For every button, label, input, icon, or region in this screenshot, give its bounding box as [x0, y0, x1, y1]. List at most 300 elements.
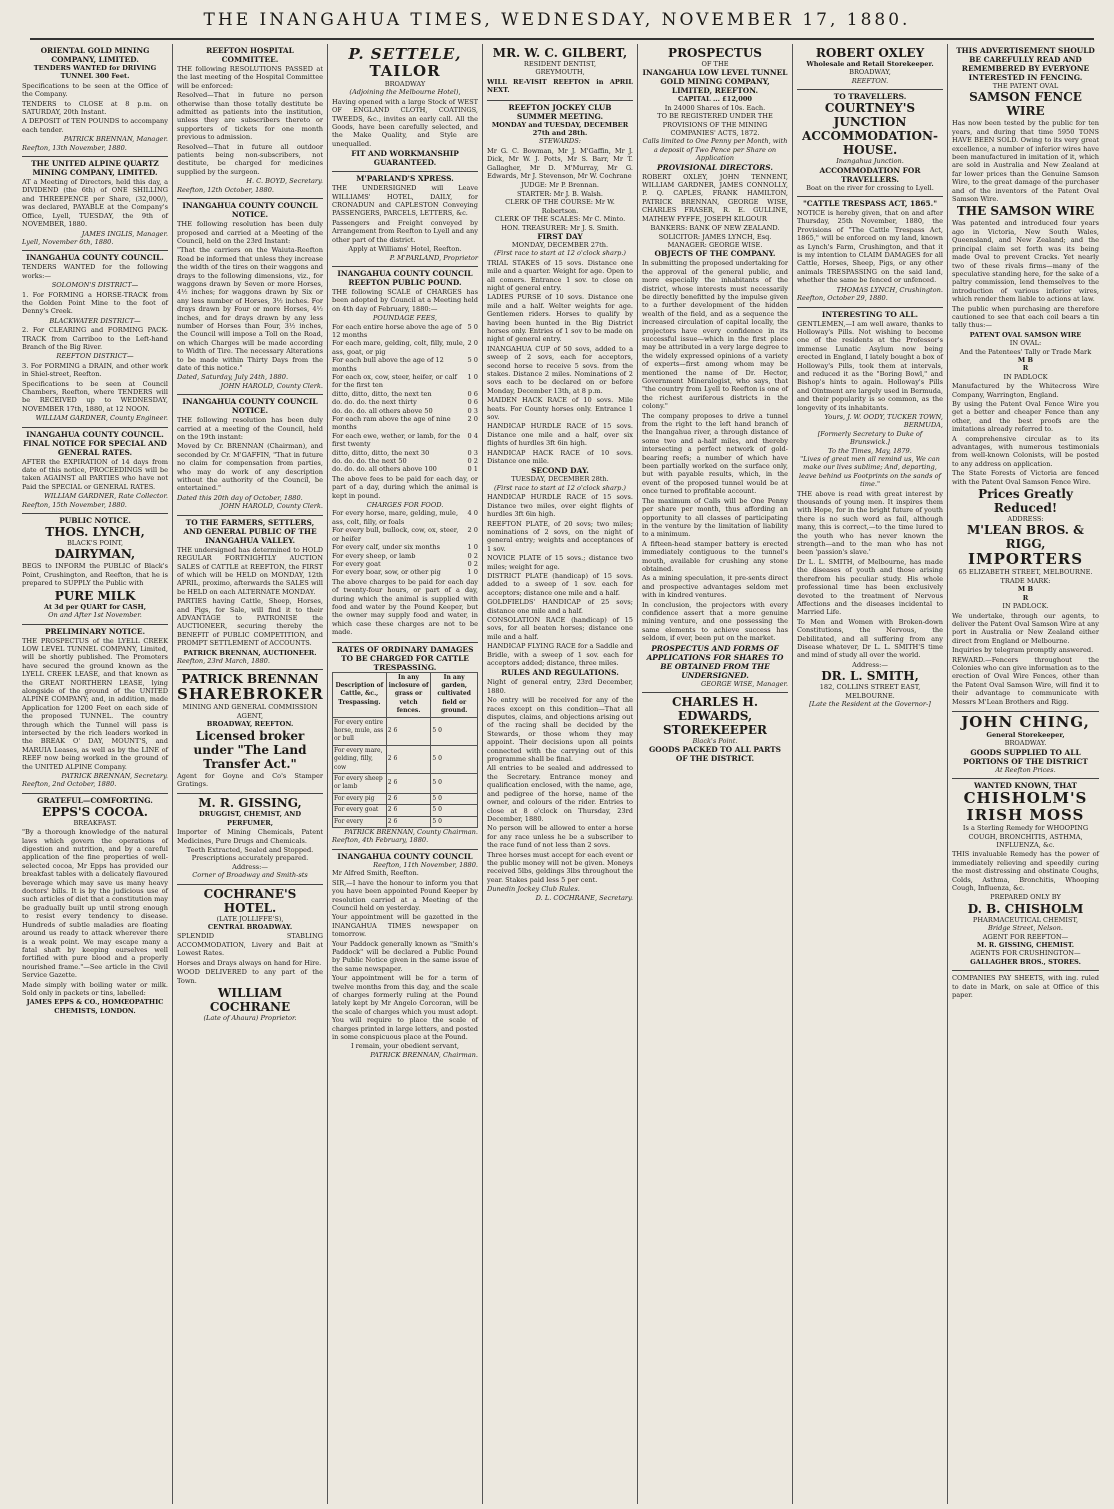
ad-text: (Late of Ahaura) Proprietor.: [203, 1013, 297, 1022]
fee-label: For each ox, cow, steer, heifer, or calf for the first ten: [332, 372, 457, 390]
table-row: [333, 793, 478, 804]
fee-row: [332, 407, 478, 415]
ad-heading: THE UNITED ALPINE QUARTZ MINING COMPANY, LIMITED.: [31, 159, 159, 178]
ad-text: Yours, J. W. OODY, TUCKER TOWN, BERMUDA,: [824, 412, 943, 430]
ad-text: As a mining speculation, it pre-sents direct and prospective advantages seldom met with in kindred ventures.: [642, 574, 788, 600]
ad-name: MR. W. C. GILBERT,: [492, 46, 628, 60]
fee-label: do. do. do. all others above 50: [332, 406, 433, 415]
ad-text: OF THE: [701, 60, 729, 68]
ad-text: The State Forests of Victoria are fenced with the Patent Oval Samson Fence Wire.: [952, 469, 1099, 486]
ad-council-notice-compensation: [177, 395, 323, 515]
masthead: [0, 10, 1114, 40]
fee-row: [332, 373, 478, 390]
ad-text: Address:—: [852, 660, 888, 669]
ad-heading: TO TRAVELLERS.: [833, 92, 907, 102]
ad-heading: INANGAHUA COUNTY COUNCIL: [337, 268, 473, 278]
ad-heading: RATES OF ORDINARY DAMAGES TO BE CHARGED FOR CATTLE TRESPASSING.: [336, 644, 474, 672]
ad-text: ROBERT OXLEY, JOHN TENNENT, WILLIAM GARDNER, JAMES CONNOLLY, P. Q. CAPLES, FRANK HAMILTON, PATRICK BRENNAN, GEORGE WISE, CHARLES FRASER, R. E. GULLINE, MATHEW FYFFE, JOSEPH KILGOUR: [642, 172, 788, 223]
ad-name: P. SETTELE,: [348, 45, 462, 63]
ad-text: THE following resolution has been duly proposed and carried at a Meeting of the Council, held on the 23rd Instant:: [177, 220, 323, 245]
table-cell: 5 0: [431, 745, 478, 773]
ad-text: IN PADLOCK: [1003, 372, 1048, 381]
fee-label: For each ram above the age of nine months: [332, 415, 451, 432]
ad-text: Horses and Drays always on hand for Hire.: [177, 958, 322, 967]
ad-subheading: NOTICE.: [231, 210, 269, 220]
ad-text: CENTRAL BROADWAY.: [207, 923, 293, 932]
ad-name: M'LEAN BROS. & RIGG,: [967, 523, 1084, 552]
race-entry: TRIAL STAKES of 15 sovs. Distance one mile and a quarter. Weight for age. Open to all comers. Entrance 1 sov. to close on night of general entry.: [487, 258, 633, 292]
ad-text: The company proposes to drive a tunnel from the right to the left hand branch of the Inangahua river, a through distance of some two and a-half miles, and thereby intersecting a perfect network of gold-bearing reefs; a number of which have been partially worked on the surface only, but with payable results, which, in the event of the proposed tunnel would be at once turned to profitable account.: [642, 411, 788, 496]
trade-mark: M B: [1017, 355, 1034, 364]
ad-public-pound: [332, 267, 478, 643]
ad-price: At 3d per QUART for CASH,: [43, 602, 147, 611]
ad-subheading: (LATE JOLLIFFE'S),: [216, 914, 284, 923]
ad-text: A fifteen-head stamper battery is erected immediately contiguous to the tunnel's mouth, available for crushing any stone obtained.: [642, 539, 788, 573]
ad-text: AGENTS FOR CRUSHINGTON—: [970, 949, 1081, 958]
ad-text: Resolved—That in future all outdoor patients being non-subscribers, not destitute, be charged for medicines supplied by the surgeon.: [177, 142, 323, 176]
ad-subheading: RULES AND REGULATIONS.: [501, 668, 619, 678]
fee-label: do. do. do. all others above 100: [332, 465, 437, 474]
ad-address: Corner of Broadway and Smith-sts: [192, 871, 308, 880]
ad-text: Teeth Extracted, Sealed and Stopped.: [186, 846, 314, 855]
ad-subheading: BROADWAY.: [1004, 739, 1047, 748]
ad-signature: D. B. CHISHOLM: [967, 901, 1084, 916]
fee-amount: 2 0: [467, 526, 478, 535]
race-entry: HANDICAP HURDLE RACE of 15 sovs. Distance one mile and a half, over six flights of hurdles 3ft 6in high.: [487, 422, 633, 448]
ad-text: A comprehensive circular as to its advantages, with numerous testimonials from well-known Colonists, will be posted to any address on application.: [952, 434, 1099, 468]
ad-trade: TAILOR: [369, 62, 441, 80]
ad-text: PARTIES having Cattle, Sheep, Horses, and Pigs, for Sale, will find it to their ADVANTAGE to PATRONISE the AUCTIONEER, securing thereby the BENEFIT of PUBLIC COMPETITION, and PROMPT SETTLEMENT of ACCOUNTS.: [177, 597, 323, 648]
table-cell: 5 0: [431, 774, 478, 794]
table-cell: 2 6: [386, 717, 431, 745]
race-entry: INANGAHUA CUP of 50 sovs, added to a sweep of 2 sovs, each for acceptors, second horse to receive 5 sovs. from the stakes. Distance 2 miles. Nominations of 2 sovs each to be declared on or before Monday, December 13th, at 8 p.m.: [487, 344, 633, 395]
ad-text: THIS invaluable Remedy has the power of immediately relieving and speedily curing the most distressing and obstinate Coughs, Colds, Asthma, Bronchitis, Whooping Cough, Influenza, &c.: [952, 850, 1099, 893]
ad-text: In 24000 Shares of 10s. Each.: [664, 103, 766, 112]
ad-text: ADDRESS:: [1007, 515, 1044, 524]
ad-text: IN PADLOCK.: [1002, 602, 1049, 611]
ad-text: TRADE MARK:: [1000, 576, 1051, 585]
ad-text: THE UNDERSIGNED will Leave WILLIAMS' HOTEL, DAILY, for CRONADUN and CAPLESTON Conveying PASSENGERS, PARCELS, LETTERS, &c.: [332, 184, 478, 218]
ad-text: Having opened with a large Stock of WEST OF ENGLAND CLOTH, COATINGS, TWEEDS, &c., invites an early call. All the Goods, have been carefully selected, and the Make Quality, and Style are unequalled.: [332, 97, 478, 148]
ad-text: THE following resolution has been duly carried at a meeting of the Council, held on the 19th instant:: [177, 416, 323, 442]
ad-highlight: PURE MILK: [54, 588, 136, 603]
ad-subheading: THE PATENT OVAL: [992, 82, 1059, 90]
table-header-row: [333, 672, 478, 717]
table-row: [333, 745, 478, 773]
ad-text: Prescriptions accurately prepared.: [191, 854, 309, 863]
ad-trade: DRUGGIST, CHEMIST, AND PERFUMER,: [198, 810, 302, 827]
column-6: [793, 44, 948, 1504]
ad-text: In conclusion, the projectors with every confidence assert that a more genuine mining venture, and one possessing the same elements to achieve success has seldom, if ever, been put on the market.: [642, 600, 788, 643]
ad-brennan-sharebroker: [177, 670, 323, 794]
ad-heading: GRATEFUL—COMFORTING.: [37, 795, 153, 805]
ad-text: THE undersigned has determined to HOLD REGULAR FORTNIGHTLY AUCTION SALES of CATTLE at REEFTON, the FIRST of which will be HELD on MONDAY, 12th APRIL, proximo, afterwards the SALES will be HELD on each ALTERNATE MONDAY.: [177, 545, 323, 596]
fee-label: do. do. do. the next 50: [332, 457, 407, 466]
ad-text: STARTER: Mr J. B. Walsh.: [517, 189, 603, 198]
trade-mark: M B: [1017, 585, 1034, 594]
ad-highlight: Prices Greatly Reduced!: [978, 487, 1073, 516]
fee-amount: 2 0: [467, 415, 478, 423]
ad-heading: M'PARLAND'S XPRESS.: [356, 174, 454, 184]
ad-name: CHISHOLM'S IRISH MOSS: [963, 789, 1088, 825]
table-cell: For every pig: [333, 793, 387, 804]
trade-mark: R: [1022, 593, 1029, 602]
table-row: [333, 805, 478, 816]
race-entry: CONSOLATION RACE (handicap) of 15 sovs, for all beaten horses; distance one mile and a half.: [487, 615, 633, 641]
ad-john-ching: [952, 712, 1099, 779]
ad-text: THE PROSPECTUS of the LYELL CREEK LOW LEVEL TUNNEL COMPANY, Limited, will be shortly published. The Promoters have secured the ground known as the LYELL CREEK LEASE, and that known as the GREAT NORTHERN LEASE, lying alongside of the ground of the UNITED ALPINE COMPANY; and, in addition, made Application for 1200 Feet on each side of the proposed TUNNEL. The country through which the Tunnel will pass is intersected by the rich leaders worked in the BREAK O' DAY, MOUNT'S, and MARUIA Leases, as well as by the LINE of REEF now being worked in the ground of the UNITED ALPINE Company.: [22, 636, 168, 771]
ad-date: Reefton, 11th November, 1880.: [373, 860, 478, 869]
ad-text: Your Paddock generally known as "Smith's Paddock" will be declared a Public Pound by Public Notice given in the same issue of the same newspaper.: [332, 939, 478, 973]
table-cell: For every goat: [333, 805, 387, 816]
ad-subheading: REEFTON PUBLIC POUND.: [348, 277, 462, 287]
ad-text: "That the carriers on the Waiuta-Reefton Road be informed that unless they increase the width of the tires on their waggons and drays to the following dimensions, viz., for waggons drawn by Seven or more Horses, 4½ inches; for waggons drawn by Six or any less number of Horses, 3½ inches. For drays drawn by Four or more Horses, 4½ inches, and for drays drawn by any less number of Horses than Four, 3½ inches, the Council will impose a Toll on the Road, on which Charges will be made according to Width of Tire. The necessary Alterations to be made within Thirty Days from the date of this notice.": [177, 246, 323, 372]
fee-row: [332, 356, 478, 373]
ad-text: Is a Sterling Remedy for WHOOPING COUGH, BRONCHITIS, ASTHMA, INFLUENZA, &c.: [962, 824, 1089, 849]
fee-row: [332, 339, 478, 356]
damages-table: [332, 672, 478, 829]
table-cell: 5 0: [431, 793, 478, 804]
ad-signature: PATRICK BRENNAN, Chairman.: [370, 1050, 478, 1059]
table-cell: For every entire horse, mule, ass or bull: [333, 717, 387, 745]
columns: [18, 44, 1108, 1504]
ad-text: AT a Meeting of Directors, held this day, a DIVIDEND (the 6th) of ONE SHILLING and THREEPENCE per Share, (32,000/), was declared, PAYABLE at the Company's Office, Lyell, TUESDAY, the 9th of NOVEMBER, 1880.: [22, 178, 168, 229]
ad-subheading: Black's Point.: [692, 737, 738, 745]
table-row: [333, 774, 478, 794]
ad-text: All entries to be sealed and addressed to the Secretary. Entrance money and qualification enclosed, with the name, age, and pedigree of the horse, name of the owner, and colours of the rider. Entries to close at 8 o'clock on Thursday, 23rd December, 1880.: [487, 764, 633, 823]
ad-text: SOLICITOR: JAMES LYNCH, Esq.: [658, 232, 772, 241]
ad-text: 1. For FORMING a HORSE-TRACK from the Golden Point Mine to the foot of Denny's Creek.: [22, 290, 168, 316]
ad-text: Moved by Cr. BRENNAN (Chairman), and seconded by Cr. M'GAFFIN, "That in future no claim for compensation from parties, who may do work of any description without the authority of the Council, be entertained.": [177, 442, 323, 493]
ad-edwards-storekeeper: [642, 693, 788, 767]
race-entry: HANDICAP FLYING RACE for a Saddle and Bridle, with a sweep of 1 sov. each for acceptors added; distance, three miles.: [487, 642, 633, 667]
ad-text: SPLENDID STABLING ACCOMMODATION, Livery and Bait at Lowest Rates.: [177, 932, 323, 958]
table-cell: 2 6: [386, 805, 431, 816]
table-cell: 5 0: [431, 717, 478, 745]
race-entry: HANDICAP HACK RACE of 10 sovs. Distance one mile.: [487, 448, 633, 466]
ad-subheading: PROSPECTUS AND FORMS OF APPLICATIONS FOR SHARES TO BE OBTAINED FROM THE UNDERSIGNED.: [646, 643, 784, 680]
ad-text: The above fees to be paid for each day, or part of a day, during which the animal is kept in pound.: [332, 474, 478, 500]
ad-date: Reefton, 12th October, 1880.: [177, 185, 274, 194]
table-cell: For every sheep or lamb: [333, 774, 387, 794]
ad-text: GREYMOUTH,: [535, 68, 585, 77]
ad-text: In submitting the proposed undertaking for the approval of the general public, and more especially the inhabitants of the district, whose interests must necessarily be directly benefitted by the impulse given to a further development of the hidden wealth of the field, and as a sequence the increased circulation of capital locally, the projectors have every confidence in its successful issue—which in the first place may be attributed in a very large degree to the widely expressed opinions of a variety of experts—first among whom may be mentioned the name of Dr. Hector, Government Mineralogist, who says, that "the country from Lyell to Reefton is one of the richest auriferous districts in the colony.": [642, 259, 788, 411]
ad-text: THIS ADVERTISEMENT SHOULD BE CAREFULLY READ AND REMEMBERED BY EVERYONE INTERESTED IN FENCING.: [956, 46, 1095, 82]
ad-council-notice-tires: [177, 199, 323, 395]
ad-subheading: SECOND DAY.: [531, 466, 589, 476]
table-cell: 2 6: [386, 816, 431, 827]
ad-text: (First race to start at 12 o'clock sharp.): [494, 483, 626, 492]
ad-text: [Late the Resident at the Governor-]: [809, 699, 931, 708]
ad-text: GENTLEMEN,—I am well aware, thanks to Holloway's Pills. Not wishing to become one of the residents at the Professor's immense Lunatic Asylum now being erected in England, I lately bought a box of Holloway's Pills, took them at intervals, and reduced it as the "Boring Bowl," and Bishop's hints to again. Holloway's Pills and Ointment are largely used in Bermuda, and their popularity is so common, as the longevity of its inhabitants.: [797, 319, 943, 412]
ad-text: The public when purchasing are therefore cautioned to see that each coil bears a tin tally thus:—: [952, 304, 1099, 330]
ad-name: THOS. LYNCH,: [45, 525, 145, 540]
fee-amount: 0 6: [467, 389, 478, 398]
ad-low-level-tunnel-prospectus: [642, 44, 788, 693]
fee-amount: 0 1: [467, 465, 478, 474]
ad-date: MONDAY, DECEMBER 27th.: [511, 240, 609, 249]
ad-date: Reefton, 4th February, 1880.: [332, 836, 429, 845]
ad-text: HON. TREASURER: Mr J. S. Smith.: [501, 223, 619, 232]
ad-subheading: RESIDENT DENTIST,: [523, 60, 597, 68]
fee-amount: 0 2: [467, 559, 478, 568]
ad-text: BEGS to INFORM the PUBLIC of Black's Point, Crushington, and Reefton, that he is prepared to SUPPLY the Public with: [22, 562, 168, 588]
ad-text: M. R. GISSING, CHEMIST.: [976, 941, 1075, 950]
fee-label: For every sheep, or lamb: [332, 551, 416, 560]
ad-text: GOODS PACKED TO ALL PARTS OF THE DISTRICT.: [649, 745, 781, 764]
ad-subheading: BREAKFAST.: [73, 818, 117, 827]
ad-text: REEFTON.: [851, 76, 889, 85]
ad-subheading: STEWARDS:: [539, 137, 581, 146]
poundage-fees-list: [332, 323, 478, 474]
ad-subheading: FINAL NOTICE FOR SPECIAL AND GENERAL RATES.: [23, 438, 167, 457]
race-entry: GOLDFIELDS' HANDICAP of 25 sovs; distance one mile and a half.: [487, 598, 633, 615]
ad-interesting-to-all: [797, 308, 943, 713]
fee-label: For each mare, gelding, colt, filly, mule, ass, goat, or pig: [332, 339, 465, 356]
ad-heading: ORIENTAL GOLD MINING COMPANY, LIMITED.: [40, 46, 150, 64]
fee-amount: 2 0: [467, 339, 478, 348]
ad-address: 65 ELIZABETH STREET, MELBOURNE.: [958, 568, 1093, 577]
race-entry: LADIES PURSE of 10 sovs. Distance one mile and a half. Welter weights for age. Gentlemen riders. Horses to qualify by having been hunted in the Big District horses only. Entries of 1 sov to be made on night of general entry.: [487, 293, 633, 344]
ad-text: To the Times, May, 1879.: [828, 446, 912, 455]
fee-row: [332, 465, 478, 473]
ad-cochranes-hotel: [177, 885, 323, 1027]
ad-pound-keeper-letter: [332, 850, 478, 1063]
ad-signature: PATRICK BRENNAN, County Chairman.: [344, 828, 478, 837]
ad-trade: DAIRYMAN,: [54, 547, 136, 562]
ad-heading: INANGAHUA COUNTY COUNCIL.: [26, 253, 164, 263]
ad-text: Mr G. C. Bowman, Mr J. M'Gaffin, Mr J. Dick, Mr W. J. Potts, Mr S. Barr, Mr T. Gallagher, Mr D. M'Murray, Mr G. Edwards, Mr J. Stevenson, Mr W. Cochrane: [487, 146, 633, 181]
ad-date: Reefton, 15th November, 1880.: [22, 500, 127, 509]
ad-subheading: CHARGES FOR FOOD.: [366, 501, 444, 510]
ad-date: TUESDAY, DECEMBER 28th.: [511, 475, 609, 484]
ad-mparland-express: [332, 172, 478, 267]
ad-samson-wire: [952, 44, 1099, 712]
ad-signature: JAMES INGLIS, Manager.: [81, 229, 168, 238]
ad-heading: REEFTON HOSPITAL COMMITTEE.: [206, 46, 294, 64]
ad-gilbert-dentist: [487, 44, 633, 101]
ad-text: Dr L. L. SMITH, of Melbourne, has made the diseases of youth and those arising therefrom his peculiar study. His whole professional time has been exclusively devoted to the treatment of Nervous Affections and the diseases incidental to Married Life.: [797, 557, 943, 617]
fee-amount: 0 4: [467, 431, 478, 440]
ad-text: Night of general entry, 23rd December, 1880.: [487, 678, 633, 695]
ad-capital: CAPITAL ... £12,000: [677, 95, 752, 104]
ad-heading: INANGAHUA COUNTY COUNCIL: [337, 851, 473, 861]
table-row: [333, 717, 478, 745]
ad-date: Lyell, November 6th, 1880.: [22, 237, 114, 246]
ad-name: JOHN CHING,: [961, 712, 1090, 731]
fee-amount: 1 0: [467, 372, 478, 381]
ad-text: SIR,—I have the honour to inform you that you have been appointed Pound Keeper by resolution carried at a Meeting of the Council held on yesterday.: [332, 878, 478, 912]
race-entry: DISTRICT PLATE (handicap) of 15 sovs. added to a sweep of 1 sov. each for acceptors; distance one mile and a half.: [487, 571, 633, 597]
ad-text: PATENT OVAL SAMSON WIRE: [969, 330, 1082, 339]
ad-date: Reefton, 13th November, 1880.: [22, 143, 127, 152]
ad-text: A DEPOSIT of TEN POUNDS to accompany each tender.: [22, 117, 168, 134]
ad-signature: PATRICK BRENNAN, AUCTIONEER.: [183, 648, 317, 657]
ad-text: Bridge Street, Nelson.: [988, 924, 1063, 933]
ad-text: JUDGE: Mr P. Brennan.: [521, 181, 599, 190]
ad-text: WOOD DELIVERED to any part of the Town.: [177, 968, 323, 985]
ad-text: And the Patentees' Tally or Trade Mark: [959, 347, 1092, 356]
ad-jockey-club: [487, 101, 633, 906]
ad-text: PREPARED ONLY BY: [990, 893, 1061, 902]
fee-row: [332, 552, 478, 560]
ad-text: Calls limited to One Penny per Month, with a deposit of Two Pence per Share on Application: [642, 137, 788, 163]
ad-subheading: REEFTON DISTRICT—: [56, 352, 134, 361]
table-cell: 5 0: [431, 816, 478, 827]
ad-text: (First race to start at 12 o'clock sharp.): [494, 249, 626, 258]
ad-signature: WILLIAM GARDNER, County Engineer.: [35, 414, 168, 423]
table-header: Description of Cattle, &c., Trespassing.: [333, 672, 387, 717]
ad-heading: INANGAHUA COUNTY COUNCIL.: [26, 429, 164, 439]
ad-heading: PRELIMINARY NOTICE.: [44, 626, 146, 636]
fee-label: For every goat: [332, 559, 381, 568]
ad-final-notice-rates: [22, 428, 168, 514]
ad-text: THE above is read with great interest by thousands of young men. It inspires them with Hope, for in the bright future of youth there is no such word as fail, although many, this is correct,—to the time lured to the youth who has never known the strength—and to the man who has not been 'passion's slave.': [797, 489, 943, 557]
ad-subheading: BROADWAY,: [849, 68, 891, 77]
ad-text: The maximum of Calls will be One Penny per share per month, thus affording an opportunity to all classes of participating in the venture by the limitation of liability to a minimum.: [642, 496, 788, 539]
fee-label: For each entire horse above the age of 12 months: [332, 322, 462, 339]
ad-heading: PROSPECTUS: [668, 46, 762, 60]
fee-amount: 1 0: [467, 543, 478, 552]
ad-signature: PATRICK BRENNAN, Manager.: [63, 135, 168, 144]
ad-subheading: OBJECTS OF THE COMPANY.: [654, 249, 776, 259]
ad-date: Dated, Saturday, July 24th, 1880.: [177, 373, 289, 382]
ad-date: Dated this 20th day of October, 1880.: [177, 493, 303, 502]
ad-lyell-prospectus-notice: [22, 625, 168, 794]
ad-heading: INANGAHUA COUNTY COUNCIL: [182, 201, 318, 211]
fee-amount: 5 0: [467, 322, 478, 331]
ad-heading: TO THE FARMERS, SETTLERS, AND GENERAL PUBLIC OF THE INANGAHUA VALLEY.: [183, 517, 317, 545]
ad-text: THE following RESOLUTIONS PASSED at the last meeting of the Hospital Committee will be enforced:: [177, 65, 323, 90]
ad-name: SAMSON FENCE WIRE: [969, 90, 1082, 119]
ad-signature: THOMAS LYNCH, Crushington.: [836, 285, 943, 294]
ad-highlight: FIT AND WORKMANSHIP GUARANTEED.: [351, 149, 459, 168]
ad-text: Resolved—That in future no person otherwise than those totally destitute be admitted as patients into the institution, unless they are subscribers thereto or supporters of tickets for one month previous to admission.: [177, 91, 323, 142]
ad-heading: INTERESTING TO ALL.: [821, 309, 919, 319]
ad-text: Inangahua Junction.: [836, 157, 904, 166]
table-cell: 2 6: [386, 774, 431, 794]
ad-text: MINING AND GENERAL COMMISSION AGENT,: [182, 703, 318, 720]
ad-trade: STOREKEEPER: [662, 723, 768, 737]
ad-name: COURTNEY'S JUNCTION ACCOMMODATION-HOUSE.: [802, 101, 938, 158]
fee-row: [332, 568, 478, 576]
ad-trade: SHAREBROKER: [177, 685, 324, 704]
ad-text: Your appointment will be gazetted in the INANGAHUA TIMES newspaper on tomorrow.: [332, 913, 478, 939]
fee-amount: 0 3: [467, 448, 478, 457]
fee-row: [332, 449, 478, 457]
ad-text: Inquiries by telegram promptly answered.: [952, 646, 1094, 655]
column-5: [638, 44, 793, 1504]
ad-text: TENDERS WANTED for DRIVING TUNNEL 300 Feet.: [33, 64, 157, 81]
race-entry: HANDICAP HURDLE RACE of 15 sovs. Distance two miles, over eight flights of hurdles 3ft 6in high.: [487, 493, 633, 519]
ad-text: Address:—: [232, 862, 268, 871]
ad-text: Was patented and introduced four years ago in Victoria, New South Wales, Queensland, and New Zealand; and the principal claim set forth was its being made Oval to prevent Cracks. Yet nearly two of these rivals firms—many of the speculative standing here, for the sake of a paltry commission, lend themselves to the introduction of various inferior wires, which render them liable to actions at law.: [952, 219, 1099, 304]
ad-text: GALLAGHER BROS., STORES.: [970, 957, 1081, 966]
column-1: [18, 44, 173, 1504]
ad-text: Importer of Mining Chemicals, Patent Medicines, Pure Drugs and Chemicals.: [177, 828, 323, 845]
ad-text: No entry will be received for any of the races except on this condition—That all disputes, claims, and objections arising out of the racing shall be decided by the Stewards, or those whom they may appoint. Their decisions upon all points connected with the carrying out of this programme shall be final.: [487, 696, 633, 764]
fee-row: [332, 398, 478, 406]
ad-highlight: Licensed broker under "The Land Transfer Act.": [193, 728, 307, 771]
masthead-title: THE INANGAHUA TIMES, WEDNESDAY, NOVEMBER 17, 1880.: [203, 10, 911, 30]
fee-amount: 0 6: [467, 398, 478, 407]
fee-row: [332, 323, 478, 340]
ad-name: INANGAHUA LOW LEVEL TUNNEL GOLD MINING COMPANY, LIMITED, REEFTON.: [642, 68, 788, 96]
column-4: [483, 44, 638, 1504]
ad-text: Mr Alfred Smith, Reefton.: [332, 869, 419, 878]
ad-gissing-chemist: [177, 794, 323, 884]
ad-text: MONDAY and TUESDAY, DECEMBER 27th and 28th.: [491, 120, 629, 138]
ad-name: EPPS'S COCOA.: [42, 804, 148, 819]
fee-amount: 5 0: [467, 356, 478, 365]
fee-label: For every boar, sow, or other pig: [332, 568, 441, 577]
fee-row: [332, 543, 478, 551]
fee-row: [332, 509, 478, 526]
fee-label: do. do. do. the next thirty: [332, 398, 417, 407]
ad-text: REWARD.—Fencers throughout the Colonies who can give information as to the erection of Oval Wire Fences, other than the Patent Oval Samson Wire, will find it to their advantage to communicate with Messrs M'Lean Brothers and Rigg.: [952, 655, 1099, 706]
table-cell: For every mare, gelding, filly, cow: [333, 745, 387, 773]
table-cell: For every: [333, 816, 387, 827]
ad-text: Boat on the river for crossing to Lyell.: [806, 183, 934, 192]
fee-row: [332, 560, 478, 568]
ad-text: Apply at Williams' Hotel, Reefton.: [348, 245, 462, 254]
ad-epps-cocoa: [22, 794, 168, 1019]
ad-text: [Formerly Secretary to Duke of Brunswick.]: [817, 429, 923, 447]
fee-label: ditto, ditto, ditto, the next ten: [332, 389, 432, 398]
ad-name: CHARLES H. EDWARDS,: [671, 695, 759, 723]
ad-text: At Reefton Prices.: [995, 765, 1056, 774]
ad-name: COCHRANE'S HOTEL.: [203, 886, 297, 915]
table-row: [333, 816, 478, 827]
ad-text: CLERK OF THE COURSE: Mr W. Robertson.: [505, 198, 615, 215]
ad-date: Reefton, October 29, 1880.: [797, 294, 888, 303]
ad-text: ACCOMMODATION FOR TRAVELLERS.: [819, 165, 921, 184]
ad-text: IN OVAL:: [1009, 339, 1042, 348]
ad-trade: General Storekeeper,: [986, 730, 1065, 739]
ad-date: Reefton, 2nd October, 1880.: [22, 780, 117, 789]
ad-oriental-tenders: [22, 44, 168, 157]
ad-text: No person will be allowed to enter a horse for any race unless he be a subscriber to the race fund of not less than 2 sovs.: [487, 824, 633, 850]
ad-heading: REEFTON JOCKEY CLUB: [508, 102, 612, 112]
table-header: In any garden, cultivated field or ground.: [431, 672, 478, 717]
ad-farmers-auction: [177, 516, 323, 671]
fee-row: [332, 457, 478, 465]
ad-text: MANAGER: GEORGE WISE.: [667, 240, 763, 249]
column-2: [173, 44, 328, 1504]
ad-text: AGENT FOR REEFTON—: [982, 932, 1069, 941]
ad-text: AFTER the EXPIRATION of 14 days from date of this notice, PROCEEDINGS will be taken AGAINST all PARTIES who have not Paid the SPECIAL or GENERAL RATES.: [22, 457, 168, 491]
food-charges-list: [332, 509, 478, 576]
ad-subheading: BLACK'S POINT,: [66, 539, 124, 548]
masthead-rule: [30, 38, 1094, 40]
fee-label: For every horse, mare, gelding, mule, ass, colt, filly, or foals: [332, 509, 459, 526]
fee-label: For each ewe, wether, or lamb, for the first twenty: [332, 431, 461, 449]
race-entry: REEFTON PLATE, of 20 sovs; two miles; nominations of 2 sovs, on the night of general entry; weights and acceptances of 1 sov.: [487, 519, 633, 553]
race-entry: NOVICE PLATE of 15 sovs.; distance two miles; weight for age.: [487, 554, 633, 571]
ad-text: (Adjoining the Melbourne Hotel),: [349, 88, 461, 97]
ad-text: 2. For CLEARING and FORMING PACK-TRACK from Carriboo to the Left-hand Branch of the Big River.: [22, 326, 168, 351]
ad-text: GOODS SUPPLIED TO ALL PORTIONS OF THE DISTRICT: [963, 747, 1088, 766]
ad-cattle-trespass: [797, 197, 943, 307]
ad-settele-tailor: [332, 44, 478, 172]
ad-text: Dunedin Jockey Club Rules.: [487, 885, 580, 894]
fee-amount: 4 0: [467, 509, 478, 518]
ad-subheading: SOLOMON'S DISTRICT—: [51, 281, 139, 290]
ad-text: TO BE REGISTERED UNDER THE PROVISIONS OF THE MINING COMPANIES' ACTS, 1872.: [657, 112, 773, 138]
column-7: [948, 44, 1103, 1504]
column-3: [328, 44, 483, 1504]
ad-text: Specifications to be seen at Council Chambers, Reefton, where TENDERS will be RECEIVED up to WEDNESDAY, NOVEMBER 17th, 1880, at 12 NOON.: [22, 379, 168, 413]
